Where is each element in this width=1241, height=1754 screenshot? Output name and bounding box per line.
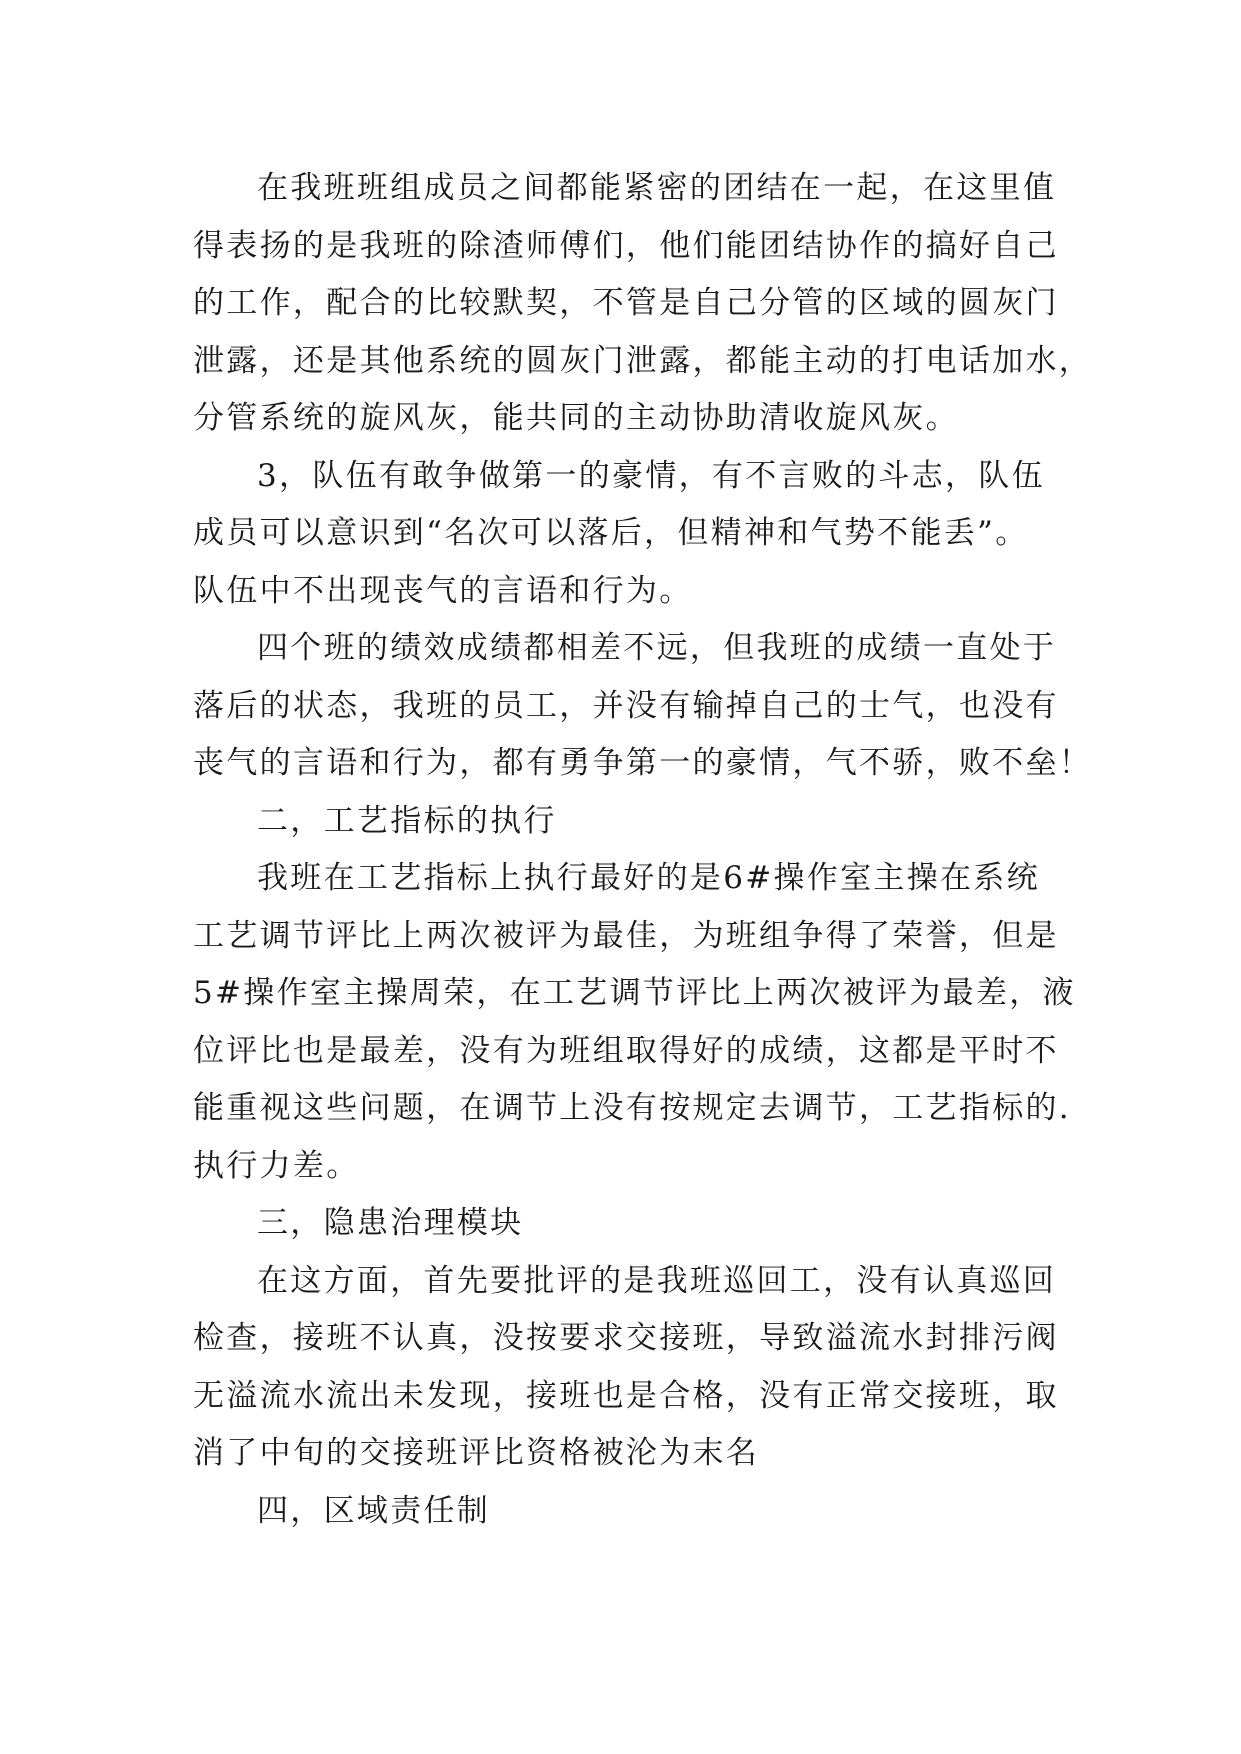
- text-line: 3，队伍有敢争做第一的豪情，有不言败的斗志，队伍: [257, 457, 1045, 494]
- text-line: 落后的状态，我班的员工，并没有输掉自己的士气，也没有: [193, 687, 1059, 724]
- section-heading: 二，工艺指标的执行: [257, 802, 557, 839]
- text-line: 检查，接班不认真，没按要求交接班，导致溢流水封排污阀: [193, 1320, 1059, 1356]
- text-line: 在我班班组成员之间都能紧密的团结在一起，在这里值: [257, 170, 1057, 206]
- section-heading: 四，区域责任制: [257, 1492, 491, 1529]
- text-line: 执行力差。: [193, 1147, 360, 1184]
- text-line: 泄露，还是其他系统的圆灰门泄露，都能主动的打电话加水，: [193, 342, 1093, 379]
- text-line: 5#操作室主操周荣，在工艺调节评比上两次被评为最差，液: [193, 975, 1076, 1011]
- text-line: 消了中旬的交接班评比资格被沦为末名: [193, 1435, 760, 1471]
- document-page: [193, 160, 1093, 1540]
- text-line: 队伍中不出现丧气的言语和行为。: [193, 572, 693, 609]
- text-line: 四个班的绩效成绩都相差不远，但我班的成绩一直处于: [257, 630, 1057, 666]
- text-line: 能重视这些问题，在调节上没有按规定去调节，工艺指标的.: [193, 1090, 1071, 1126]
- text-line: 的工作，配合的比较默契，不管是自己分管的区域的圆灰门: [193, 285, 1059, 321]
- text-line: 我班在工艺指标上执行最好的是6#操作室主操在系统: [257, 860, 1040, 896]
- text-line: 成员可以意识到“名次可以落后，但精神和气势不能丢”。: [193, 515, 1029, 551]
- text-line: 无溢流水流出未发现，接班也是合格，没有正常交接班，取: [193, 1377, 1059, 1414]
- text-line: 得表扬的是我班的除渣师傅们，他们能团结协作的搞好自己: [193, 227, 1059, 264]
- text-line: 分管系统的旋风灰，能共同的主动协助清收旋风灰。: [193, 400, 959, 436]
- section-heading: 三，隐患治理模块: [257, 1205, 524, 1241]
- text-line: 位评比也是最差，没有为班组取得好的成绩，这都是平时不: [193, 1032, 1059, 1069]
- text-line: 丧气的言语和行为，都有勇争第一的豪情，气不骄，败不垒！: [193, 745, 1093, 781]
- text-line: 工艺调节评比上两次被评为最佳，为班组争得了荣誉，但是: [193, 917, 1059, 954]
- text-line: 在这方面，首先要批评的是我班巡回工，没有认真巡回: [257, 1262, 1057, 1299]
